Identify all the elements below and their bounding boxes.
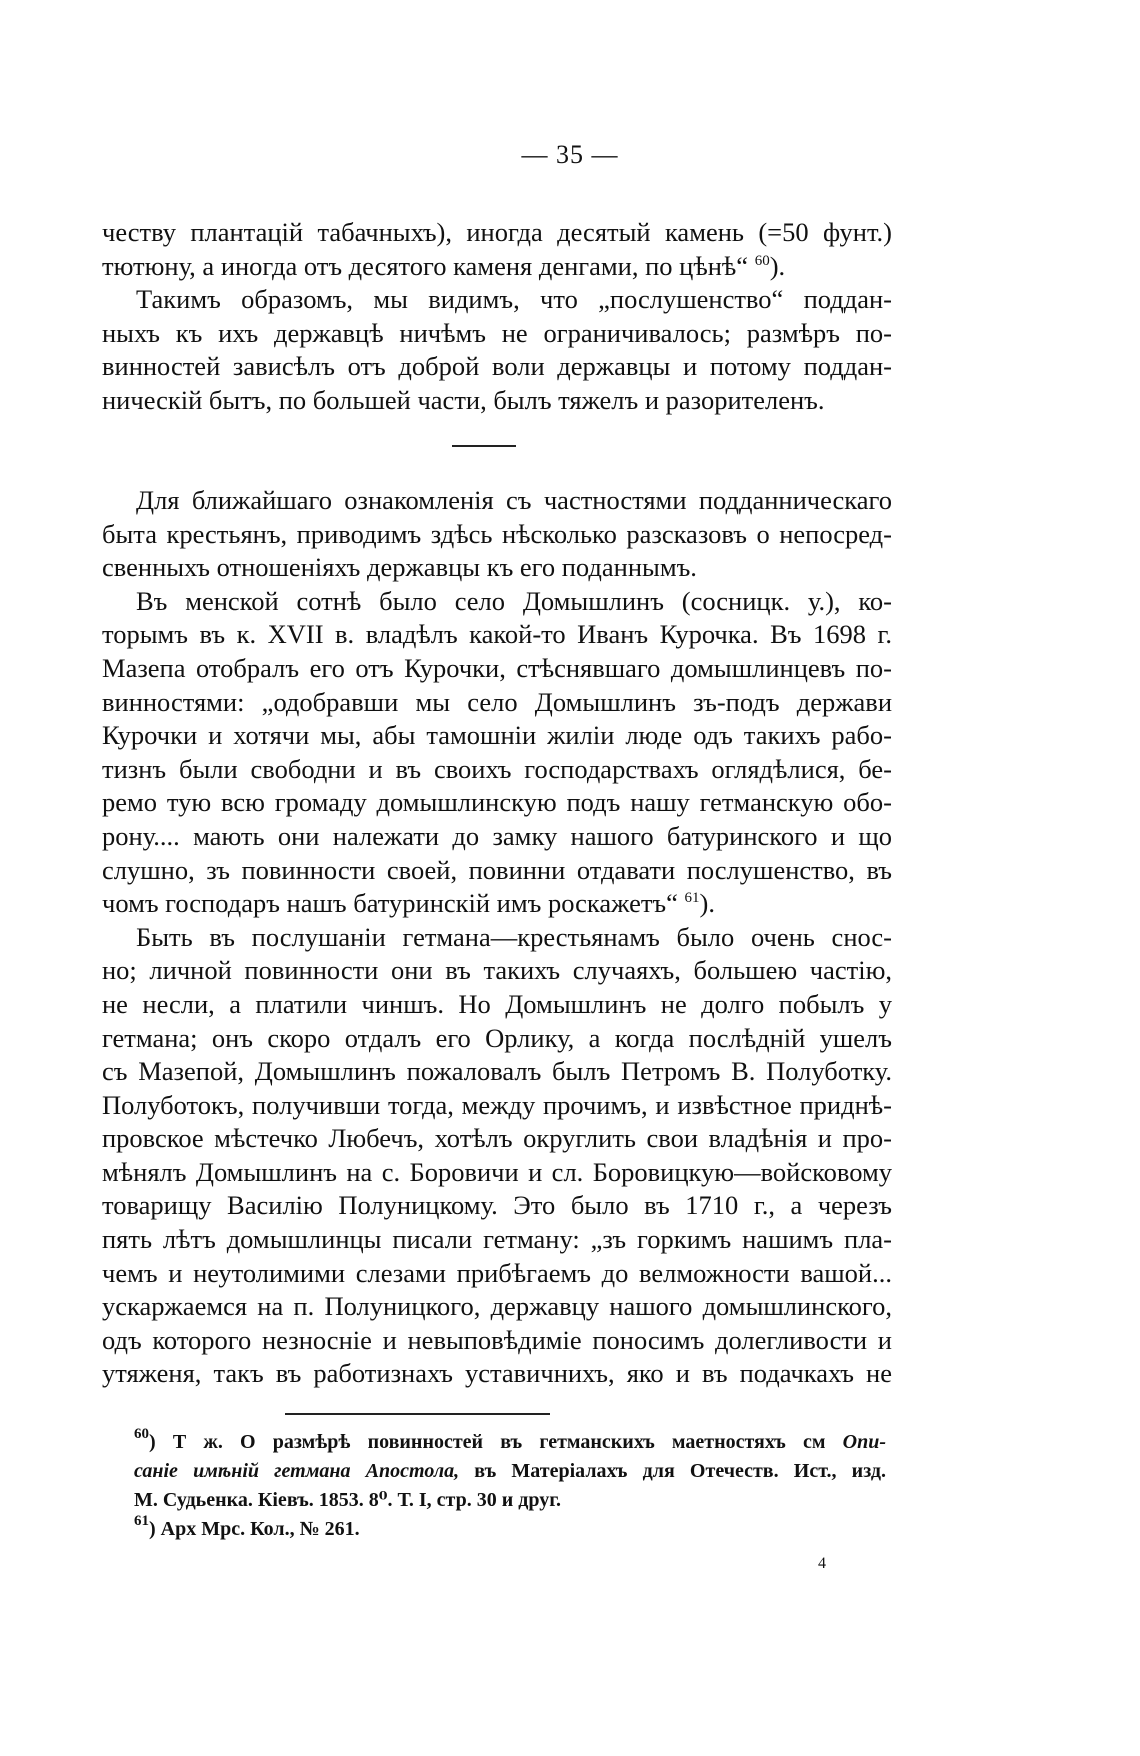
text-line: торымъ въ к. XVII в. владѣлъ какой-то Иванъ Курочка. Въ 1698 г. [102, 619, 892, 650]
text-line: товарищу Василію Полуницкому. Это было въ 1710 г., а черезъ [102, 1190, 892, 1221]
footnote-text: ) Т ж. О размѣрѣ повинностей въ гетманскихъ маетностяхъ см [149, 1431, 843, 1453]
text-line-tail: ). [769, 250, 786, 281]
text-line: Мазепа отобралъ его отъ Курочки, стѣснявшаго домышлинцевъ по- [102, 652, 892, 683]
text-line: винностями: „одобравши мы село Домышлинъ зъ-подъ держави [102, 686, 892, 717]
text-line: съ Мазепой, Домышлинъ пожаловалъ былъ Петромъ В. Полуботку. [102, 1056, 892, 1087]
text-line: Курочки и хотячи мы, абы тамошніи жиліи люде одъ такихъ рабо- [102, 720, 892, 751]
text-line: тизнъ были свободни и въ своихъ господарствахъ оглядѣлися, бе- [102, 753, 892, 784]
text-line: Полуботокъ, получивши тогда, между прочимъ, и извѣстное приднѣ- [102, 1089, 892, 1120]
text-line: винностей зависѣлъ отъ доброй воли державцы и потому поддан- [102, 351, 892, 382]
text-line: ныхъ къ ихъ державцѣ ничѣмъ не ограничивалось; размѣръ по- [102, 317, 892, 348]
footnote-title-italic: Опи- [842, 1431, 886, 1453]
main-text [102, 484, 892, 1391]
footnote-divider [285, 1413, 550, 1415]
signature-mark: 4 [818, 1555, 826, 1572]
footnote-60-line3: М. Судьенка. Кіевъ. 1853. 8⁰. Т. I, стр. 30 и друг. [134, 1489, 562, 1511]
text-line: ремо тую всю громаду домышлинскую подъ нашу гетманскую обо- [102, 787, 892, 818]
text-line: пять лѣтъ домышлинцы писали гетману: „зъ горкимъ нашимъ пла- [102, 1224, 892, 1255]
text-line: рону.... мають они належати до замку нашого батуринского и що [102, 820, 892, 851]
footnote-ref-61[interactable]: 61 [684, 890, 700, 907]
text-line: гетмана; онъ скоро отдалъ его Орлику, а когда послѣдній ушелъ [102, 1022, 892, 1053]
text-line: чемъ и неутолимими слезами прибѣгаемъ до велможности вашой... [102, 1257, 892, 1288]
text-line: Въ менской сотнѣ было село Домышлинъ (сосницк. у.), ко- [136, 585, 892, 616]
text-line-content: чомъ господаръ нашъ батуринскій имъ роскажетъ“ [102, 888, 685, 919]
text-line: Для ближайшаго ознакомленія съ частностями подданническаго [136, 485, 892, 515]
text-line: одъ которого незносніе и невыповѣдиміе поносимъ долегливости и [102, 1324, 892, 1355]
text-line: Быть въ послушаніи гетмана—крестьянамъ было очень снос- [136, 921, 892, 952]
text-line-content: тютюну, а иногда отъ десятого каменя денгами, по цѣнѣ“ [102, 250, 755, 281]
footnote-60 [134, 1428, 886, 1457]
footnote-title-italic: саніе имѣній гетмана Апостола, [134, 1460, 460, 1482]
text-line: быта крестьянъ, приводимъ здѣсь нѣсколько разсказовъ о непосред- [102, 518, 892, 549]
text-line: но; личной повинности они въ такихъ случаяхъ, большею частію, [102, 955, 892, 986]
text-line: свенныхъ отношеніяхъ державцы къ его поданнымъ. [102, 552, 697, 583]
text-line: Такимъ образомъ, мы видимъ, что „послушенство“ поддан- [136, 284, 892, 315]
text-line: не несли, а платили чиншъ. Но Домышлинъ не долго побылъ у [102, 988, 892, 1019]
text-line: честву плантацій табачныхъ), иногда десятый камень (=50 фунт.) [102, 217, 892, 247]
text-line-tail: ). [699, 888, 715, 919]
footnote-text: ) Арх Мрс. Кол., № 261. [149, 1518, 360, 1540]
footnote-61 [134, 1515, 886, 1544]
text-line: мѣнялъ Домышлинъ на с. Боровичи и сл. Боровицкую—войсковому [102, 1156, 892, 1187]
footnote-ref-60[interactable]: 60 [754, 252, 770, 269]
footnote-number-61: 61 [134, 1513, 149, 1529]
paragraph-continuation [102, 216, 892, 418]
text-line: слушно, зъ повинности своей, повинни отдавати послушенство, въ [102, 854, 892, 885]
text-line [102, 887, 892, 921]
footnotes [134, 1428, 886, 1544]
text-line: утяженя, такъ въ работизнахъ уставичнихъ, яко и въ подачкахъ не [102, 1358, 892, 1389]
text-line: провское мѣстечко Любечъ, хотѣлъ округлить свои владѣнія и про- [102, 1123, 892, 1154]
text-line: ническій бытъ, по большей части, былъ тяжелъ и разорителенъ. [102, 384, 825, 415]
footnote-number-60: 60 [134, 1426, 149, 1442]
text-line [102, 250, 892, 284]
footnote-60-line2 [134, 1457, 886, 1486]
page-number: — 35 — [521, 140, 619, 169]
text-line: ускаржаемся на п. Полуницкого, державцу нашого домышлинского, [102, 1291, 892, 1322]
section-divider [452, 445, 516, 447]
footnote-text: въ Матеріалахъ для Отечеств. Ист., изд. [459, 1460, 886, 1482]
